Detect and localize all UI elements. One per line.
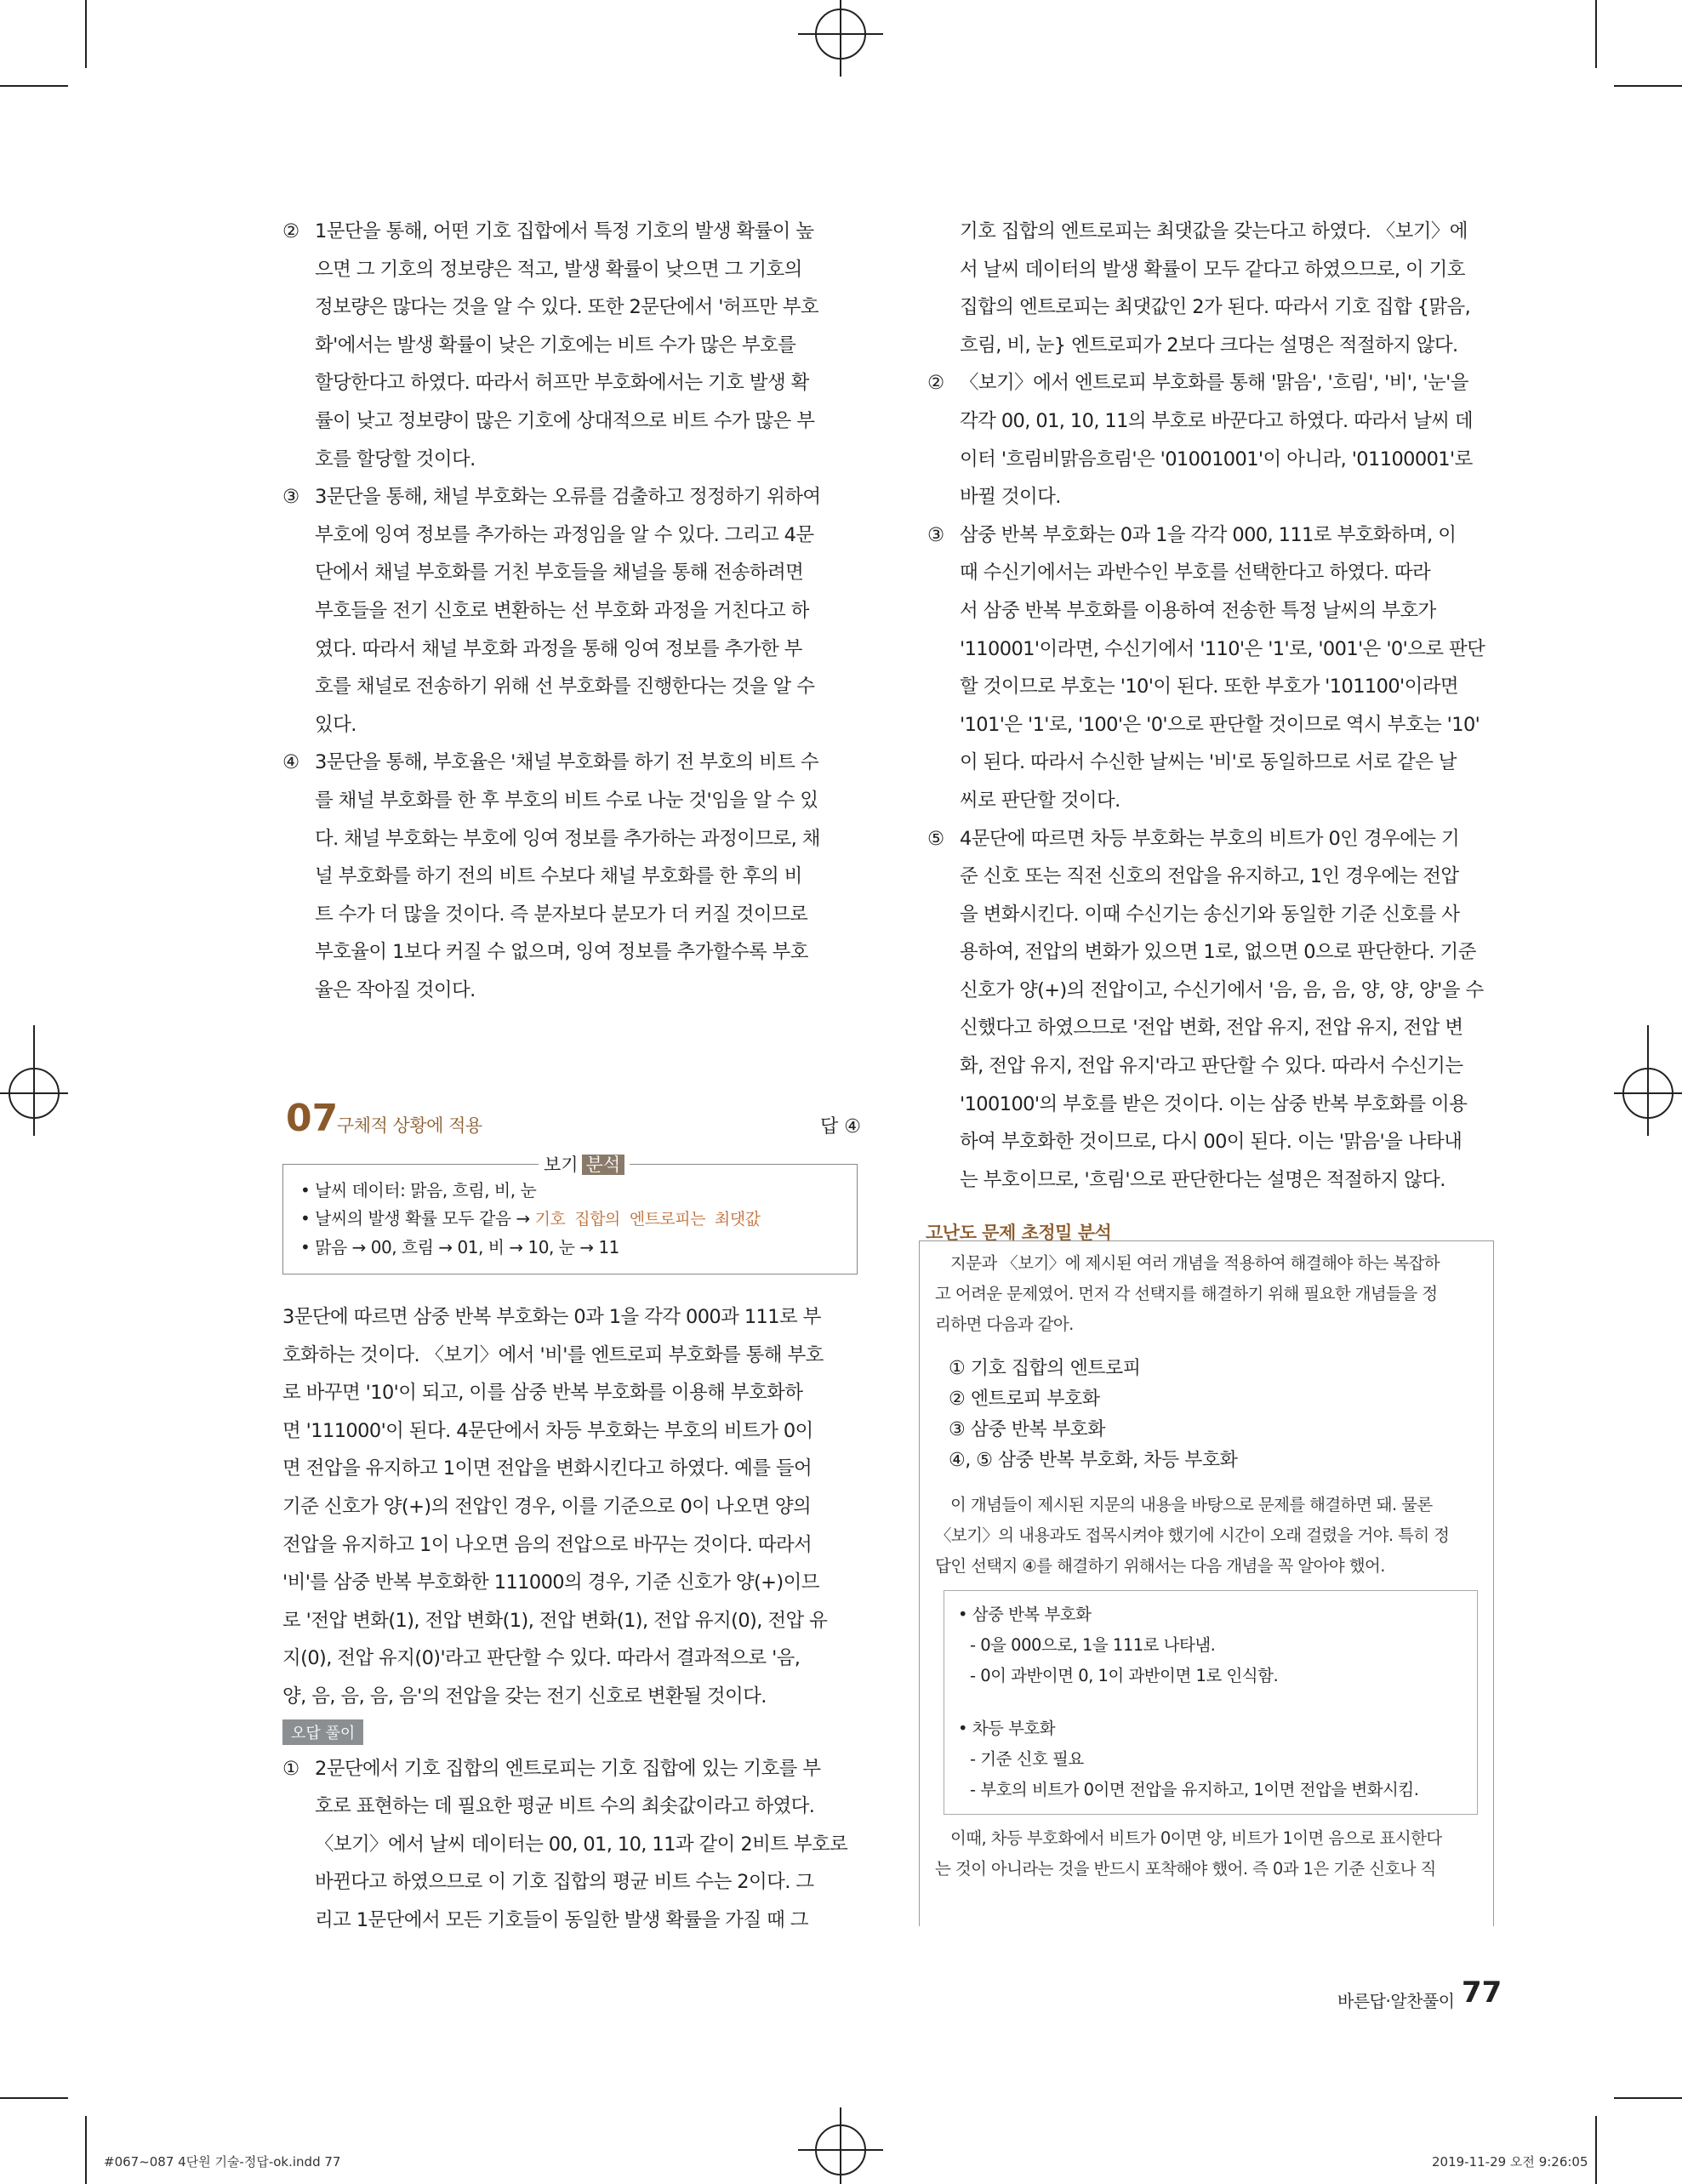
registration-mark xyxy=(33,1025,35,1136)
text-line: 기준 신호가 양(+)의 전압인 경우, 이를 기준으로 0이 나오면 양의 xyxy=(282,1495,812,1518)
text-line: 4문단에 따르면 차등 부호화는 부호의 비트가 0인 경우에는 기 xyxy=(960,827,1460,850)
analysis-closing xyxy=(935,1823,1481,1885)
analysis-intro xyxy=(935,1279,1481,1340)
text-line: 기호 집합의 엔트로피는 최댓값을 갖는다고 하였다. 〈보기〉에 xyxy=(960,220,1468,242)
text-line: 1문단을 통해, 어떤 기호 집합에서 특정 기호의 발생 확률이 높 xyxy=(315,220,814,242)
concept-heading: • 차등 부호화 xyxy=(958,1719,1056,1738)
registration-mark xyxy=(840,2107,841,2184)
text-line: 지문과 〈보기〉에 제시된 여러 개념을 적용하여 해결해야 하는 복잡하 xyxy=(950,1253,1440,1273)
text-line: 부호율이 1보다 커질 수 없으며, 잉여 정보를 추가할수록 부호 xyxy=(315,941,808,964)
text-line: 〈보기〉에서 엔트로피 부호화를 통해 '맑음', '흐림', '비', '눈'을 xyxy=(960,372,1468,395)
crop-mark xyxy=(1595,0,1597,68)
text-line: 트 수가 더 많을 것이다. 즉 분자보다 분모가 더 커질 것이므로 xyxy=(315,903,808,926)
text-line: 답인 선택지 ④를 해결하기 위해서는 다음 개념을 꼭 알아야 했어. xyxy=(935,1556,1385,1576)
text-line: 면 '111000'이 된다. 4문단에서 차등 부호화는 부호의 비트가 0이 xyxy=(282,1419,813,1442)
crop-mark xyxy=(1614,2097,1682,2099)
text-line: 신호가 양(+)의 전압이고, 수신기에서 '음, 음, 음, 양, 양, 양'을 수 xyxy=(960,978,1484,1001)
text-line: 호화하는 것이다. 〈보기〉에서 '비'를 엔트로피 부호화를 통해 부호 xyxy=(282,1343,824,1366)
text-line: '110001'이라면, 수신기에서 '110'은 '1'로, '001'은 '0'으로 판단 xyxy=(960,637,1485,660)
text-line: 이 개념들이 제시된 지문의 내용을 바탕으로 문제를 해결하면 돼. 물론 xyxy=(950,1495,1433,1514)
choice-explanation-2 xyxy=(282,213,861,478)
text-line: 단에서 채널 부호화를 거친 부호들을 채널을 통해 전송하려면 xyxy=(315,562,804,584)
print-slug-file: #067~087 4단원 기술-정답-ok.indd 77 xyxy=(104,2154,341,2170)
text-line: 률이 낮고 정보량이 많은 기호에 상대적으로 비트 수가 많은 부 xyxy=(315,409,815,432)
choice-number: ② xyxy=(282,220,299,242)
text-line: 호로 표현하는 데 필요한 평균 비트 수의 최솟값이라고 하였다. xyxy=(315,1795,815,1818)
choice-explanation-2 xyxy=(927,364,1496,516)
text-line: 집합의 엔트로피는 최댓값인 2가 된다. 따라서 기호 집합 {맑음, xyxy=(960,296,1471,319)
list-item: ④, ⑤ 삼중 반복 부호화, 차등 부호화 xyxy=(949,1450,1238,1471)
book-section-label: 바른답·알찬풀이 xyxy=(1337,1991,1455,2011)
choice-explanation-1-continued xyxy=(927,213,1496,364)
choice-explanation-5 xyxy=(927,820,1496,1200)
text-line: 서 날씨 데이터의 발생 확률이 모두 같다고 하였으므로, 이 기호 xyxy=(960,258,1465,281)
text-line: 삼중 반복 부호화는 0과 1을 각각 000, 111로 부호화하며, 이 xyxy=(960,523,1457,546)
choice-explanation-1 xyxy=(282,1750,861,1940)
text-line: 때 수신기에서는 과반수인 부호를 선택한다고 하였다. 따라 xyxy=(960,562,1431,584)
text-line: 널 부호화를 하기 전의 비트 수보다 채널 부호화를 한 후의 비 xyxy=(315,865,802,888)
text-line: 호를 할당할 것이다. xyxy=(315,448,476,470)
page-number: 77 xyxy=(1462,1976,1502,2010)
analysis-intro xyxy=(935,1248,1481,1279)
text-line: 2문단에서 기호 집합의 엔트로피는 기호 집합에 있는 기호를 부 xyxy=(315,1757,821,1780)
text-line: 리하면 다음과 같아. xyxy=(935,1314,1074,1334)
text-line: 양, 음, 음, 음, 음'의 전압을 갖는 전기 신호로 변환될 것이다. xyxy=(282,1685,767,1708)
text-line: 는 것이 아니라는 것을 반드시 포착해야 했어. 즉 0과 1은 기준 신호나 직 xyxy=(935,1859,1436,1879)
bogi-line: • 날씨 데이터: 맑음, 흐림, 비, 눈 xyxy=(300,1180,537,1200)
text-line: 할 것이므로 부호는 '10'이 된다. 또한 부호가 '101100'이라면 xyxy=(960,676,1459,699)
analysis-middle xyxy=(935,1490,1481,1582)
choice-number: ② xyxy=(927,372,944,395)
text-line: 흐림, 비, 눈} 엔트로피가 2보다 크다는 설명은 적절하지 않다. xyxy=(960,334,1458,356)
text-line: 로 '전압 변화(1), 전압 변화(1), 전압 변화(1), 전압 유지(0), 전압 유 xyxy=(282,1609,828,1632)
text-line: 서 삼중 반복 부호화를 이용하여 전송한 특정 날씨의 부호가 xyxy=(960,599,1436,622)
text-line: 신했다고 하였으므로 '전압 변화, 전압 유지, 전압 유지, 전압 변 xyxy=(960,1017,1463,1040)
text-line: 화'에서는 발생 확률이 낮은 기호에는 비트 수가 많은 부호를 xyxy=(315,334,796,356)
text-line: 이 된다. 따라서 수신한 날씨는 '비'로 동일하므로 서로 같은 날 xyxy=(960,751,1457,774)
print-slug-date: 2019-11-29 오전 9:26:05 xyxy=(1432,2154,1588,2170)
text-line: 을 변화시킨다. 이때 수신기는 송신기와 동일한 기준 신호를 사 xyxy=(960,903,1460,926)
text-line: 율은 작아질 것이다. xyxy=(315,978,476,1001)
bogi-line xyxy=(300,1205,841,1234)
choice-number: ① xyxy=(282,1757,299,1780)
text-line: 리고 1문단에서 모든 기호들이 동일한 발생 확률을 가질 때 그 xyxy=(315,1908,808,1931)
text-line: 였다. 따라서 채널 부호화 과정을 통해 잉여 정보를 추가한 부 xyxy=(315,637,802,660)
list-item: ③ 삼중 반복 부호화 xyxy=(949,1419,1105,1440)
text-line: 준 신호 또는 직전 신호의 전압을 유지하고, 1인 경우에는 전압 xyxy=(960,865,1459,888)
concept-detail: - 기준 신호 필요 xyxy=(970,1749,1084,1769)
text-line: 으면 그 기호의 정보량은 적고, 발생 확률이 낮으면 그 기호의 xyxy=(315,258,802,281)
text-line: 바뀔 것이다. xyxy=(960,486,1061,509)
text-line: 를 채널 부호화를 한 후 부호의 비트 수로 나눈 것'임을 알 수 있 xyxy=(315,789,818,812)
text-line: 할당한다고 하였다. 따라서 허프만 부호화에서는 기호 발생 확 xyxy=(315,372,809,395)
choice-explanation-3 xyxy=(927,516,1496,820)
text-line: 바뀐다고 하였으므로 이 기호 집합의 평균 비트 수는 2이다. 그 xyxy=(315,1871,814,1894)
text-line: 3문단을 통해, 부호율은 '채널 부호화를 하기 전 부호의 비트 수 xyxy=(315,751,819,774)
choice-number: ④ xyxy=(282,751,299,774)
text-line: 로 바꾸면 '10'이 되고, 이를 삼중 반복 부호화를 이용해 부호화하 xyxy=(282,1382,803,1405)
text-line: 3문단에 따르면 삼중 반복 부호화는 0과 1을 각각 000과 111로 부 xyxy=(282,1306,821,1328)
text-line: 〈보기〉에서 날씨 데이터는 00, 01, 10, 11과 같이 2비트 부호로 xyxy=(315,1833,848,1856)
text-line: 전압을 유지하고 1이 나오면 음의 전압으로 바꾸는 것이다. 따라서 xyxy=(282,1533,812,1556)
text-line: 이터 '흐림비맑음흐림'은 '01001001'이 아니라, '01100001'로 xyxy=(960,448,1473,470)
choice-number: ③ xyxy=(927,523,944,546)
crop-mark xyxy=(85,0,87,68)
crop-mark xyxy=(0,85,68,87)
text-line: 고 어려운 문제였어. 먼저 각 선택지를 해결하기 위해 필요한 개념들을 정 xyxy=(935,1284,1438,1303)
text-line: 각각 00, 01, 10, 11의 부호로 바꾼다고 하였다. 따라서 날씨 데 xyxy=(960,409,1474,432)
question-answer: 답 ④ xyxy=(820,1116,861,1138)
concept-detail: - 0을 000으로, 1을 111로 나타냄. xyxy=(970,1635,1216,1655)
registration-mark xyxy=(1647,1025,1649,1136)
text-line: 면 전압을 유지하고 1이면 전압을 변화시킨다고 하였다. 예를 들어 xyxy=(282,1457,812,1480)
list-item: ② 엔트로피 부호화 xyxy=(949,1389,1100,1410)
choice-explanation-4 xyxy=(282,744,861,1009)
choice-explanation-3 xyxy=(282,478,861,744)
left-column-lower xyxy=(282,1298,861,1940)
concept-summary-box xyxy=(944,1590,1478,1815)
question-title: 구체적 상황에 적용 xyxy=(337,1115,482,1136)
text-line: 있다. xyxy=(315,713,356,736)
registration-mark xyxy=(840,0,841,77)
text-line: 부호들을 전기 신호로 변환하는 선 부호화 과정을 거친다고 하 xyxy=(315,599,809,622)
text-line: 정보량은 많다는 것을 알 수 있다. 또한 2문단에서 '허프만 부호 xyxy=(315,296,819,319)
text-line: 화, 전압 유지, 전압 유지'라고 판단할 수 있다. 따라서 수신기는 xyxy=(960,1055,1463,1078)
text-line: 는 부호이므로, '흐림'으로 판단한다는 설명은 적절하지 않다. xyxy=(960,1168,1445,1191)
left-column xyxy=(282,213,861,1009)
concept-detail: - 0이 과반이면 0, 1이 과반이면 1로 인식함. xyxy=(970,1666,1279,1685)
concept-heading: • 삼중 반복 부호화 xyxy=(958,1605,1092,1624)
analysis-tag: 분석 xyxy=(582,1155,625,1175)
advanced-analysis-title: 고난도 문제 초정밀 분석 xyxy=(926,1223,1112,1243)
bogi-line: • 맑음 → 00, 흐림 → 01, 비 → 10, 눈 → 11 xyxy=(300,1237,619,1257)
list-item: ① 기호 집합의 엔트로피 xyxy=(949,1358,1141,1379)
wrong-answer-label: 오답 풀이 xyxy=(282,1719,363,1745)
choice-number: ③ xyxy=(282,486,299,509)
text-line: 〈보기〉의 내용과도 접목시켜야 했기에 시간이 오래 걸렸을 거야. 특히 정 xyxy=(935,1525,1450,1545)
handwritten-note: 기호 집합의 엔트로피는 최댓값 xyxy=(534,1210,761,1229)
main-explanation xyxy=(282,1298,861,1716)
text-line: 3문단을 통해, 채널 부호화는 오류를 검출하고 정정하기 위하여 xyxy=(315,486,821,509)
bogi-label-text: 보기 xyxy=(544,1155,579,1175)
bogi-label xyxy=(539,1151,630,1177)
text-line: 이때, 차등 부호화에서 비트가 0이면 양, 비트가 1이면 음으로 표시한다 xyxy=(950,1828,1442,1848)
concept-detail: - 부호의 비트가 0이면 전압을 유지하고, 1이면 전압을 변화시킴. xyxy=(970,1780,1419,1799)
bogi-line-text: • 날씨의 발생 확률 모두 같음 → xyxy=(300,1208,535,1229)
bogi-analysis-box xyxy=(282,1155,858,1274)
text-line: 하여 부호화한 것이므로, 다시 00이 된다. 이는 '맑음'을 나타내 xyxy=(960,1131,1462,1154)
text-line: 지(0), 전압 유지(0)'라고 판단할 수 있다. 따라서 결과적으로 '음, xyxy=(282,1647,801,1670)
question-number: 07 xyxy=(286,1097,339,1140)
advanced-analysis-box xyxy=(919,1240,1494,1926)
text-line: '100100'의 부호를 받은 것이다. 이는 삼중 반복 부호화를 이용 xyxy=(960,1092,1468,1115)
crop-mark xyxy=(85,2116,87,2184)
text-line: 부호에 잉여 정보를 추가하는 과정임을 알 수 있다. 그리고 4문 xyxy=(315,523,814,546)
text-line: 용하여, 전압의 변화가 있으면 1로, 없으면 0으로 판단한다. 기준 xyxy=(960,941,1476,964)
question-header xyxy=(282,1097,861,1143)
text-line: 다. 채널 부호화는 부호에 잉여 정보를 추가하는 과정이므로, 채 xyxy=(315,827,820,850)
crop-mark xyxy=(1614,85,1682,87)
text-line: 씨로 판단할 것이다. xyxy=(960,789,1120,812)
text-line: '101'은 '1'로, '100'은 '0'으로 판단할 것이므로 역시 부호는 '10' xyxy=(960,713,1480,736)
right-column xyxy=(927,213,1496,1199)
concept-list xyxy=(949,1354,1481,1476)
crop-mark xyxy=(1595,2116,1597,2184)
choice-number: ⑤ xyxy=(927,827,944,850)
text-line: 호를 채널로 전송하기 위해 선 부호화를 진행한다는 것을 알 수 xyxy=(315,676,815,699)
crop-mark xyxy=(0,2097,68,2099)
text-line: '비'를 삼중 반복 부호화한 111000의 경우, 기준 신호가 양(+)이므 xyxy=(282,1571,819,1594)
